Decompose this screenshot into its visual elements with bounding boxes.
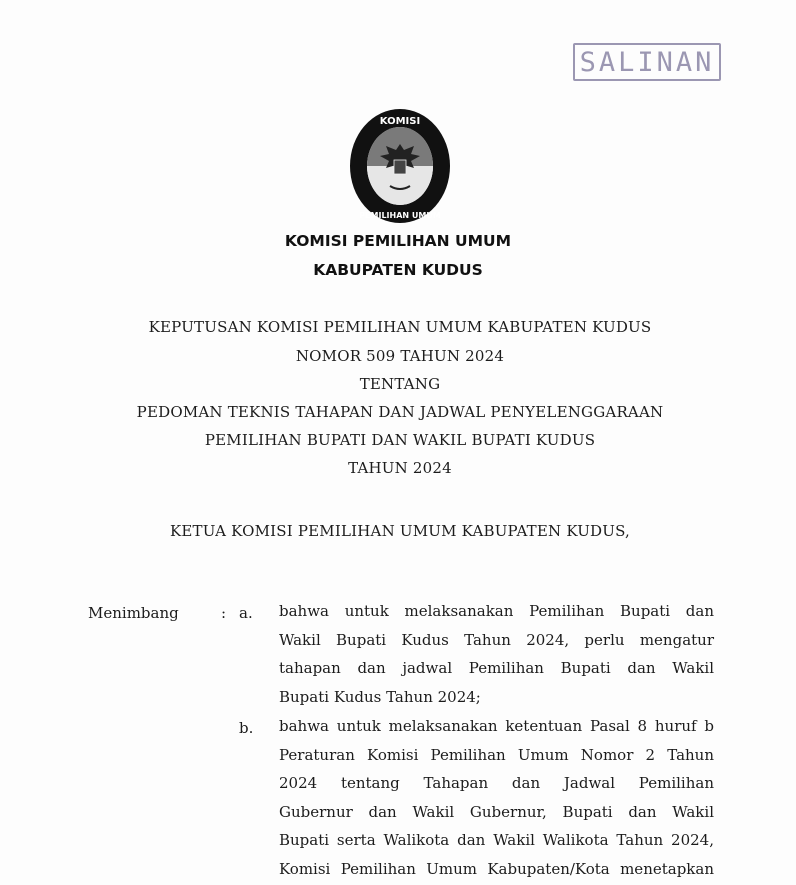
title-line-1: KEPUTUSAN KOMISI PEMILIHAN UMUM KABUPATEN KUDUS (148, 318, 652, 336)
item-b-line: Peraturan Komisi Pemilihan Umum Nomor 2 Tahun (279, 745, 714, 764)
title-line-2: NOMOR 509 TAHUN 2024 (295, 347, 505, 365)
menimbang-colon: : (221, 604, 227, 622)
item-a-line: tahapan dan jadwal Pemilihan Bupati dan Wakil (279, 659, 714, 678)
item-b-line: bahwa untuk melaksanakan ketentuan Pasal 8 huruf b (279, 717, 714, 735)
item-b-line: Komisi Pemilihan Umum Kabupaten/Kota menetapkan (279, 859, 714, 878)
kpu-logo (349, 108, 451, 224)
item-a-line: Bupati Kudus Tahun 2024; (279, 687, 481, 706)
item-a-line: Wakil Bupati Kudus Tahun 2024, perlu mengatur (279, 630, 714, 649)
title-line-4: PEDOMAN TEKNIS TAHAPAN DAN JADWAL PENYELENGGARAAN (136, 403, 664, 421)
menimbang-label: Menimbang (88, 604, 179, 622)
title-line-5: PEMILIHAN BUPATI DAN WAKIL BUPATI KUDUS (204, 431, 596, 449)
item-b-marker: b. (239, 719, 254, 737)
item-b-line: Bupati serta Walikota dan Wakil Walikota Tahun 2024, (279, 831, 714, 850)
item-a-text (279, 597, 714, 711)
item-b-text (279, 712, 714, 884)
logo-ring-text: PEMILIHAN UMUM (359, 211, 441, 220)
signatory-line: KETUA KOMISI PEMILIHAN UMUM KABUPATEN KUDUS, (169, 522, 631, 540)
title-line-3: TENTANG (359, 375, 441, 393)
title-line-6: TAHUN 2024 (348, 459, 452, 477)
item-b-line: 2024 tentang Tahapan dan Jadwal Pemilihan (279, 774, 714, 793)
salinan-stamp: SALINAN (573, 43, 721, 81)
institution-line-1: KOMISI PEMILIHAN UMUM (284, 232, 512, 250)
logo-top-text: KOMISI (379, 116, 421, 127)
item-a-marker: a. (239, 604, 253, 622)
item-a-line: bahwa untuk melaksanakan Pemilihan Bupati dan (279, 602, 714, 620)
institution-line-2: KABUPATEN KUDUS (313, 261, 483, 279)
item-b-line: Gubernur dan Wakil Gubernur, Bupati dan Wakil (279, 802, 714, 821)
